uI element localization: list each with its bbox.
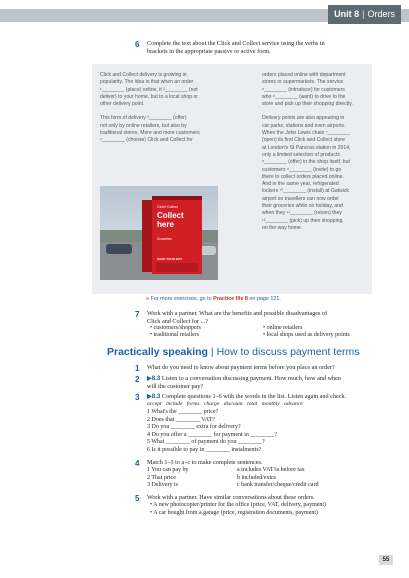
right-line: Delivery points are also appearing in: [262, 115, 345, 122]
page-number: 55: [379, 555, 393, 565]
list-item: 1 What's the ________ price?: [147, 409, 219, 415]
right-line: their groceries while on holiday, and: [262, 203, 343, 210]
right-line: stores or supermarkets. The service: [262, 79, 344, 86]
list-item: • A new photocopier/printer for the office (price, VAT, delivery, payment): [150, 502, 327, 508]
click-and-collect-photo: [100, 186, 218, 280]
left-line: Click and Collect delivery is growing in: [100, 72, 187, 78]
page-header: [0, 0, 409, 22]
exercise-7-line-2: Click and Collect for ...?: [147, 317, 208, 325]
exercise-3-line-1: Complete questions 1–6 with the words in the list. Listen again and check.: [161, 393, 347, 400]
right-line: car parks, stations and even airports.: [262, 122, 346, 129]
left-paragraph-1: [100, 72, 220, 108]
right-line: on the way home.: [262, 224, 303, 231]
exercise-7-number: 7: [135, 310, 140, 319]
list-item: 2 That price: [147, 474, 176, 481]
left-line: This form of delivery ³________ (offer): [100, 115, 187, 122]
exercise-3-number: 3: [135, 393, 140, 402]
list-item: 1 You can pay by: [147, 467, 189, 473]
practice-file-link[interactable]: Practice file 8: [213, 296, 248, 302]
list-item: c bank transfer/cheque/credit card: [237, 482, 319, 488]
right-line: customers ⁹________ (invite) to go: [262, 166, 342, 173]
left-line: ¹________ (place) online, it ²________ (not: [100, 86, 198, 93]
list-item: 6 Is it possible to pay in ________ instalments?: [147, 446, 262, 453]
double-chevron-icon: »: [146, 296, 149, 302]
list-item: • local shops used as delivery points: [263, 332, 350, 339]
text-column-right: [262, 72, 372, 239]
exercise-4-number: 4: [135, 459, 140, 468]
list-item: 3 Delivery is: [147, 482, 178, 488]
list-item: 3 Do you ________ extra for delivery?: [147, 424, 241, 430]
exercise-7-instruction: [147, 310, 392, 325]
booth-roof: [152, 196, 202, 200]
right-line: there to collect orders placed online.: [262, 173, 344, 180]
list-item: • customers/shoppers: [150, 325, 201, 331]
sign-here: here: [157, 220, 174, 229]
audio-track-icon[interactable]: ▶8.3: [147, 393, 161, 400]
exercise-3-text: [147, 393, 392, 401]
section-title: Practically speaking: [107, 346, 208, 358]
right-line: When the John Lewis chain ⁷________: [262, 130, 351, 137]
word-list: accept include forms charge discount total monthly advance: [147, 401, 303, 407]
right-line: only a limited selection of products: [262, 151, 340, 158]
right-line: (open) its first Click and Collect store: [262, 137, 345, 144]
exercise-2-text: [147, 375, 392, 390]
sign-shop-your-way: SHOP YOUR WAY: [157, 257, 183, 261]
exercise-6-number: 6: [135, 40, 140, 49]
left-line: ⁴________ (choose) Click and Collect for: [100, 137, 193, 144]
list-item: 5 What ________ of payment do you ________?: [147, 439, 265, 445]
exercise-2-number: 2: [135, 375, 140, 384]
right-paragraph-1: [262, 72, 372, 108]
left-line: popularity. The idea is that when an order: [100, 79, 194, 86]
list-item: a includes VAT/is before tax: [237, 467, 305, 473]
exercise-5-bullets: [150, 502, 326, 517]
left-line: not only by online retailers, but also by: [100, 122, 187, 129]
exercise-1-number: 1: [135, 364, 140, 373]
list-item: • online retailers: [263, 325, 303, 331]
booth-door: [156, 263, 198, 272]
right-line: ⁵________ (introduce) for customers: [262, 86, 345, 93]
list-item: b included/extra: [237, 474, 276, 481]
right-line: orders placed online with department: [262, 72, 346, 78]
bullet-text: A new photocopier/printer for the office (price, VAT, delivery, payment): [153, 502, 327, 508]
list-item: • A car bought from a garage (price, registration documents, payment): [150, 509, 319, 516]
right-line: ¹²________ (pick) up their shopping: [262, 217, 343, 224]
section-heading: [107, 346, 360, 358]
sign-groceries: Groceries: [157, 237, 172, 241]
unit-topic: Orders: [367, 9, 395, 19]
exercise-6-instruction-line-2: brackets in the appropriate passive or active form.: [147, 47, 271, 55]
list-item: 2 Does that ________ VAT?: [147, 416, 215, 423]
practice-file-reference: [146, 296, 281, 302]
parked-car: [106, 244, 132, 254]
exercise-3-questions: [147, 409, 277, 454]
exercise-1-text: What do you need to know about payment terms before you place an order?: [147, 364, 335, 371]
exercise-4-text: Match 1–3 to a–c to make complete sentences.: [147, 459, 263, 466]
photo-illustration: [100, 186, 218, 280]
bullet-text: online retailers: [266, 325, 303, 331]
left-line: other delivery point.: [100, 101, 145, 108]
exercise-6-instruction: [147, 40, 387, 55]
header-separator: |: [362, 9, 365, 19]
text-column-left: [100, 72, 220, 152]
right-line: when they ¹¹________ (return) they: [262, 210, 342, 217]
exercise-5-number: 5: [135, 494, 140, 503]
right-line: And in the same year, refrigerated: [262, 181, 339, 188]
list-item: • traditional retailers: [150, 332, 200, 339]
exercise-6-instruction-line-1: Complete the text about the Click and Collect service using the verbs in: [147, 40, 325, 47]
section-subtitle: How to discuss payment terms: [216, 346, 360, 358]
audio-track-icon[interactable]: ▶8.3: [147, 375, 161, 382]
list-item: 4 Do you offer a ________ for payment in ________?: [147, 431, 278, 438]
right-line: lockers ¹⁰________ (install) at Gatwick: [262, 188, 349, 195]
right-line: store and pick up their shopping directly.: [262, 101, 353, 108]
left-line: deliver) to your home, but to a local shop or: [100, 93, 198, 100]
exercise-5-text: Work with a partner. Have similar conversations about these orders.: [147, 494, 315, 501]
bullet-text: traditional retailers: [153, 332, 200, 339]
unit-label: Unit 8: [334, 9, 360, 19]
exercise-7-line-1: Work with a partner. What are the benefits and possible disadvantages of: [147, 310, 328, 317]
exercise-4-right: [237, 467, 318, 490]
right-line: ⁸________ (offer) in the shop itself, but: [262, 159, 350, 166]
sign-small: Click+Collect: [157, 205, 178, 209]
booth-side: [142, 200, 152, 272]
left-line: traditional stores. More and more customers: [100, 130, 200, 137]
exercise-7-bullets-right: [263, 325, 350, 339]
left-paragraph-2: [100, 115, 220, 144]
right-paragraph-2: [262, 115, 372, 232]
sign-collect: Collect: [157, 211, 184, 220]
practice-prefix: For more exercises, go to: [150, 296, 212, 302]
exercise-2-line-2: will the customer pay?: [147, 382, 204, 390]
unit-tab: [328, 5, 401, 24]
section-separator: |: [210, 346, 214, 358]
bullet-text: local shops used as delivery points: [266, 332, 350, 339]
right-line: airport so travellers can now order: [262, 195, 340, 202]
practice-suffix: on page 121.: [249, 296, 281, 302]
bullet-text: customers/shoppers: [153, 325, 201, 331]
exercise-4-left: [147, 467, 189, 490]
exercise-7-bullets-left: [150, 325, 201, 339]
exercise-2-line-1: Listen to a conversation discussing payment. How much, how and when: [161, 375, 341, 382]
bullet-text: A car bought from a garage (price, registration documents, payment): [153, 509, 319, 516]
right-line: at London's St Pancras station in 2014,: [262, 144, 351, 151]
right-line: who ⁶________ (want) to drive to the: [262, 93, 346, 100]
